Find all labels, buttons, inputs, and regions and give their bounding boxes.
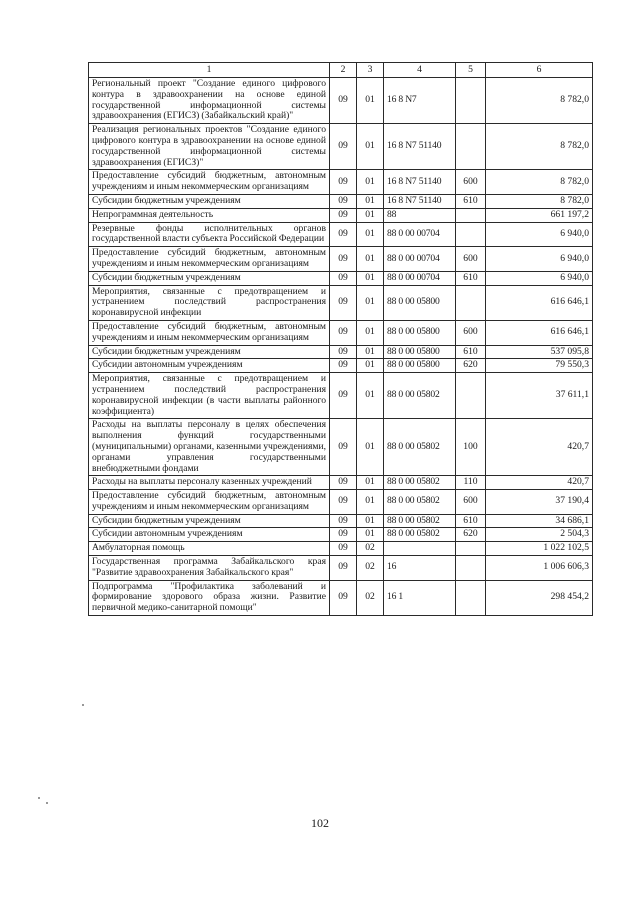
table-row	[89, 170, 593, 195]
cell-amount: 1 006 606,3	[486, 556, 593, 581]
cell-expense-type	[456, 556, 486, 581]
cell-name: Предоставление субсидий бюджетным, автономным учреждениям и иным некоммерческим организациям	[89, 170, 330, 195]
cell-subsection: 01	[357, 476, 384, 490]
header-col-2: 2	[330, 63, 357, 78]
cell-section: 09	[330, 222, 357, 247]
cell-expense-type	[456, 285, 486, 320]
cell-target-article: 88 0 00 05800	[384, 285, 456, 320]
cell-subsection: 01	[357, 271, 384, 285]
cell-name: Мероприятия, связанные с предотвращением и устранением последствий распространения коронавирусной инфекции	[89, 285, 330, 320]
header-col-4: 4	[384, 63, 456, 78]
cell-name: Субсидии автономным учреждениям	[89, 528, 330, 542]
cell-name: Мероприятия, связанные с предотвращением и устранением последствий распространения коронавирусной инфекции (в части выплаты районного коэффициента)	[89, 373, 330, 419]
cell-target-article	[384, 542, 456, 556]
cell-name: Реализация региональных проектов "Создание единого цифрового контура в здравоохранении на основе единой государственной информационной системы здравоохранения (ЕГИСЗ)"	[89, 124, 330, 170]
cell-amount: 6 940,0	[486, 247, 593, 272]
cell-name: Региональный проект "Создание единого цифрового контура в здравоохранении на основе единой государственной информационной системы здравоохранения (ЕГИСЗ) (Забайкальский край)"	[89, 78, 330, 124]
table-row	[89, 528, 593, 542]
cell-expense-type: 600	[456, 247, 486, 272]
cell-name: Предоставление субсидий бюджетным, автономным учреждениям и иным некоммерческим организациям	[89, 247, 330, 272]
table-row	[89, 247, 593, 272]
table-row	[89, 580, 593, 615]
table-row	[89, 359, 593, 373]
cell-expense-type: 100	[456, 419, 486, 476]
cell-subsection: 01	[357, 222, 384, 247]
cell-target-article: 88 0 00 00704	[384, 222, 456, 247]
table-row	[89, 476, 593, 490]
cell-amount: 37 190,4	[486, 490, 593, 515]
cell-section: 09	[330, 556, 357, 581]
cell-section: 09	[330, 78, 357, 124]
cell-target-article: 88	[384, 208, 456, 222]
cell-expense-type	[456, 542, 486, 556]
cell-subsection: 02	[357, 556, 384, 581]
cell-target-article: 88 0 00 05802	[384, 514, 456, 528]
cell-target-article: 16 8 N7 51140	[384, 124, 456, 170]
cell-name: Расходы на выплаты персоналу казенных учреждений	[89, 476, 330, 490]
table-header	[89, 63, 593, 78]
cell-amount: 616 646,1	[486, 285, 593, 320]
cell-expense-type: 110	[456, 476, 486, 490]
cell-amount: 6 940,0	[486, 271, 593, 285]
page-number: 102	[311, 816, 329, 830]
table-row	[89, 320, 593, 345]
cell-subsection: 01	[357, 528, 384, 542]
cell-amount: 420,7	[486, 476, 593, 490]
cell-expense-type: 610	[456, 514, 486, 528]
header-col-5: 5	[456, 63, 486, 78]
cell-target-article: 16 8 N7 51140	[384, 194, 456, 208]
cell-section: 09	[330, 476, 357, 490]
cell-expense-type: 610	[456, 271, 486, 285]
table-row	[89, 124, 593, 170]
cell-target-article: 88 0 00 00704	[384, 271, 456, 285]
cell-subsection: 01	[357, 373, 384, 419]
cell-expense-type: 600	[456, 170, 486, 195]
cell-expense-type: 610	[456, 194, 486, 208]
cell-subsection: 01	[357, 419, 384, 476]
cell-amount: 420,7	[486, 419, 593, 476]
cell-subsection: 01	[357, 514, 384, 528]
cell-name: Субсидии бюджетным учреждениям	[89, 514, 330, 528]
cell-name: Подпрограмма "Профилактика заболеваний и формирование здорового образа жизни. Развитие первичной медико-санитарной помощи"	[89, 580, 330, 615]
cell-subsection: 01	[357, 285, 384, 320]
cell-expense-type	[456, 78, 486, 124]
table-row	[89, 542, 593, 556]
table-row	[89, 514, 593, 528]
cell-target-article: 88 0 00 05802	[384, 419, 456, 476]
cell-name: Амбулаторная помощь	[89, 542, 330, 556]
cell-subsection: 01	[357, 320, 384, 345]
table-row	[89, 556, 593, 581]
cell-amount: 8 782,0	[486, 124, 593, 170]
cell-section: 09	[330, 271, 357, 285]
cell-section: 09	[330, 208, 357, 222]
cell-expense-type: 610	[456, 345, 486, 359]
cell-name: Субсидии бюджетным учреждениям	[89, 271, 330, 285]
cell-amount: 34 686,1	[486, 514, 593, 528]
cell-amount: 8 782,0	[486, 194, 593, 208]
cell-subsection: 01	[357, 247, 384, 272]
cell-name: Резервные фонды исполнительных органов государственной власти субъекта Российской Федерации	[89, 222, 330, 247]
cell-expense-type: 600	[456, 490, 486, 515]
cell-amount: 37 611,1	[486, 373, 593, 419]
cell-section: 09	[330, 285, 357, 320]
cell-expense-type	[456, 580, 486, 615]
cell-subsection: 01	[357, 170, 384, 195]
cell-name: Субсидии автономным учреждениям	[89, 359, 330, 373]
cell-amount: 537 095,8	[486, 345, 593, 359]
cell-expense-type: 620	[456, 528, 486, 542]
table-row	[89, 285, 593, 320]
cell-section: 09	[330, 373, 357, 419]
header-row	[89, 63, 593, 78]
cell-target-article: 16 1	[384, 580, 456, 615]
header-col-1: 1	[89, 63, 330, 78]
cell-name: Субсидии бюджетным учреждениям	[89, 194, 330, 208]
header-col-6: 6	[486, 63, 593, 78]
header-col-3: 3	[357, 63, 384, 78]
cell-target-article: 88 0 00 05802	[384, 373, 456, 419]
cell-target-article: 88 0 00 05800	[384, 320, 456, 345]
cell-section: 09	[330, 170, 357, 195]
cell-expense-type	[456, 208, 486, 222]
cell-section: 09	[330, 490, 357, 515]
cell-subsection: 01	[357, 194, 384, 208]
table-row	[89, 271, 593, 285]
cell-subsection: 01	[357, 124, 384, 170]
cell-name: Предоставление субсидий бюджетным, автономным учреждениям и иным некоммерческим организациям	[89, 320, 330, 345]
cell-target-article: 88 0 00 00704	[384, 247, 456, 272]
table-row	[89, 208, 593, 222]
cell-section: 09	[330, 194, 357, 208]
cell-target-article: 88 0 00 05802	[384, 528, 456, 542]
cell-name: Государственная программа Забайкальского края "Развитие здравоохранения Забайкальского края"	[89, 556, 330, 581]
cell-subsection: 01	[357, 345, 384, 359]
cell-subsection: 02	[357, 580, 384, 615]
cell-target-article: 16	[384, 556, 456, 581]
cell-section: 09	[330, 124, 357, 170]
cell-amount: 8 782,0	[486, 78, 593, 124]
cell-name: Предоставление субсидий бюджетным, автономным учреждениям и иным некоммерческим организациям	[89, 490, 330, 515]
budget-table	[88, 62, 593, 616]
table-row	[89, 194, 593, 208]
cell-target-article: 16 8 N7 51140	[384, 170, 456, 195]
cell-subsection: 01	[357, 359, 384, 373]
cell-expense-type	[456, 222, 486, 247]
cell-name: Расходы на выплаты персоналу в целях обеспечения выполнения функций государственными (муниципальными) органами, казенными учреждениями, органами управления государственными внебюджетными фондами	[89, 419, 330, 476]
cell-amount: 2 504,3	[486, 528, 593, 542]
cell-subsection: 01	[357, 78, 384, 124]
cell-section: 09	[330, 320, 357, 345]
scan-speck	[82, 704, 84, 706]
cell-section: 09	[330, 580, 357, 615]
cell-name: Непрограммная деятельность	[89, 208, 330, 222]
cell-expense-type	[456, 124, 486, 170]
cell-section: 09	[330, 359, 357, 373]
cell-section: 09	[330, 345, 357, 359]
cell-subsection: 02	[357, 542, 384, 556]
cell-target-article: 16 8 N7	[384, 78, 456, 124]
table-row	[89, 222, 593, 247]
table-body	[89, 78, 593, 616]
cell-amount: 1 022 102,5	[486, 542, 593, 556]
table-row	[89, 419, 593, 476]
cell-section: 09	[330, 514, 357, 528]
scan-speck	[38, 797, 40, 799]
table-row	[89, 78, 593, 124]
cell-expense-type: 600	[456, 320, 486, 345]
cell-target-article: 88 0 00 05802	[384, 476, 456, 490]
cell-amount: 8 782,0	[486, 170, 593, 195]
cell-amount: 616 646,1	[486, 320, 593, 345]
cell-expense-type	[456, 373, 486, 419]
cell-target-article: 88 0 00 05802	[384, 490, 456, 515]
cell-section: 09	[330, 247, 357, 272]
cell-name: Субсидии бюджетным учреждениям	[89, 345, 330, 359]
cell-section: 09	[330, 419, 357, 476]
table-row	[89, 490, 593, 515]
cell-subsection: 01	[357, 490, 384, 515]
cell-section: 09	[330, 528, 357, 542]
cell-subsection: 01	[357, 208, 384, 222]
cell-amount: 79 550,3	[486, 359, 593, 373]
cell-amount: 298 454,2	[486, 580, 593, 615]
cell-target-article: 88 0 00 05800	[384, 359, 456, 373]
table-row	[89, 373, 593, 419]
cell-amount: 6 940,0	[486, 222, 593, 247]
cell-section: 09	[330, 542, 357, 556]
table-row	[89, 345, 593, 359]
scan-speck	[46, 802, 48, 804]
cell-expense-type: 620	[456, 359, 486, 373]
cell-amount: 661 197,2	[486, 208, 593, 222]
cell-target-article: 88 0 00 05800	[384, 345, 456, 359]
